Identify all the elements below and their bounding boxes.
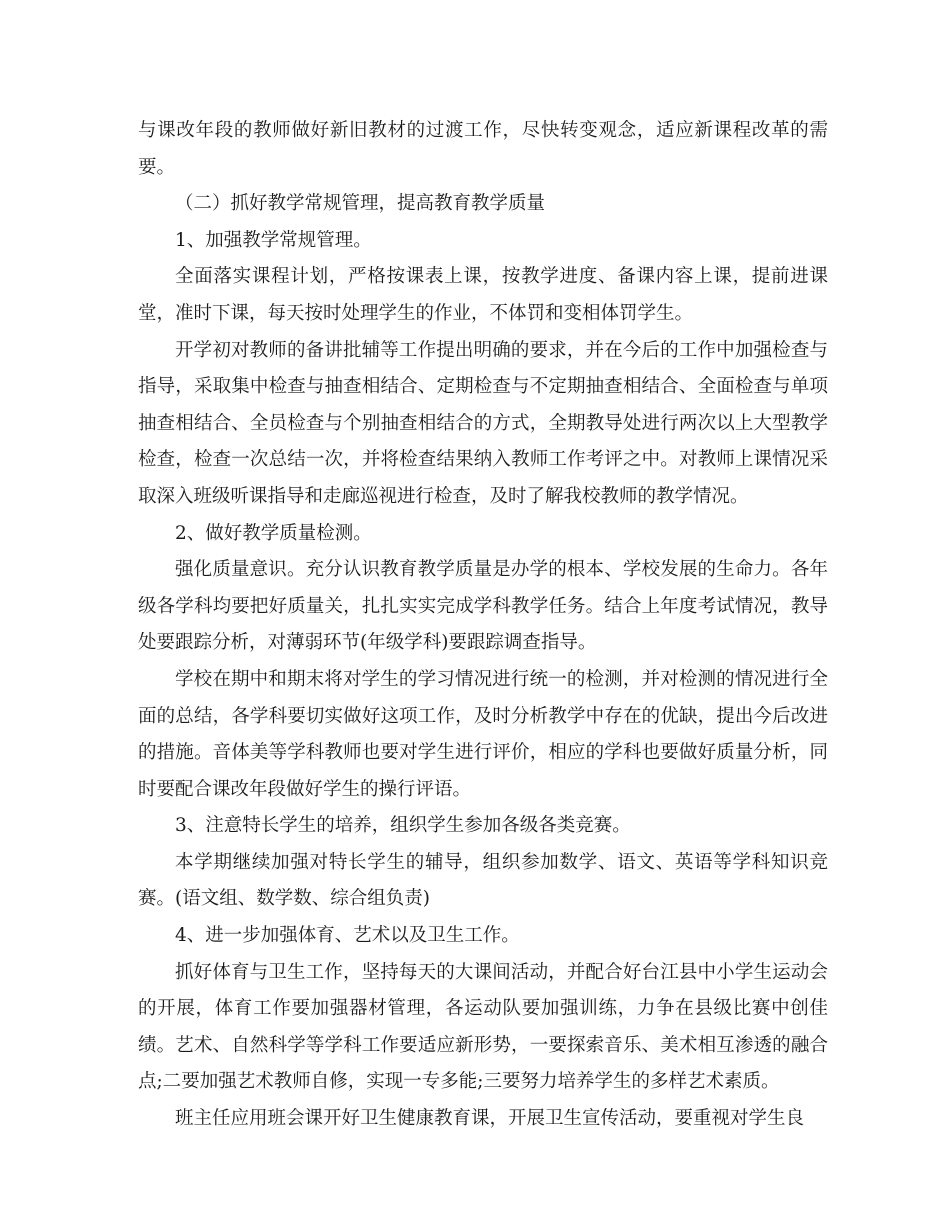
section-heading-2: （二）抓好教学常规管理，提高教育教学质量 (175, 193, 546, 215)
paragraph: 抓好体育与卫生工作，坚持每天的大课间活动，并配合好台江县中小学生运动会的开展，体育工作要加强器材管理，各运动队要加强训练，力争在县级比赛中创佳绩。艺术、自然科学等学科工作要适应新形势，一要探索音乐、美术相互渗透的融合点;二要加强艺术教师自修，实现一专多能;三要努力培养学生的多样艺术素质。 (138, 961, 828, 1093)
subheading-1: 1、加强教学常规管理。 (175, 229, 372, 251)
paragraph: 开学初对教师的备讲批辅等工作提出明确的要求，并在今后的工作中加强检查与指导，采取集中检查与抽查相结合、定期检查与不定期抽查相结合、全面检查与单项抽查相结合、全员检查与个别抽查相结合的方式，全期教导处进行两次以上大型教学检查，检查一次总结一次，并将检查结果纳入教师工作考评之中。对教师上课情况采取深入班级听课指导和走廊巡视进行检查，及时了解我校教师的教学情况。 (138, 339, 828, 507)
subheading-2: 2、做好教学质量检测。 (175, 522, 372, 544)
document-body (138, 113, 828, 1138)
paragraph: 强化质量意识。充分认识教育教学质量是办学的根本、学校发展的生命力。各年级各学科均要把好质量关，扎扎实实完成学科教学任务。结合上年度考试情况，教导处要跟踪分析，对薄弱环节(年级学科)要跟踪调查指导。 (138, 559, 828, 654)
paragraph: 学校在期中和期末将对学生的学习情况进行统一的检测，并对检测的情况进行全面的总结，各学科要切实做好这项工作，及时分析教学中存在的优缺，提出今后改进的措施。音体美等学科教师也要对学生进行评价，相应的学科也要做好质量分析，同时要配合课改年段做好学生的操行评语。 (138, 668, 828, 800)
paragraph: 全面落实课程计划，严格按课表上课，按教学进度、备课内容上课，提前进课堂，准时下课，每天按时处理学生的作业，不体罚和变相体罚学生。 (138, 266, 828, 324)
paragraph-truncated: 班主任应用班会课开好卫生健康教育课，开展卫生宣传活动，要重视对学生良 (175, 1108, 805, 1130)
subheading-3: 3、注意特长学生的培养，组织学生参加各级各类竞赛。 (175, 815, 631, 837)
paragraph-continuation: 与课改年段的教师做好新旧教材的过渡工作，尽快转变观念，适应新课程改革的需要。 (138, 120, 828, 178)
paragraph: 本学期继续加强对特长学生的辅导，组织参加数学、语文、英语等学科知识竞赛。(语文组、数学数、综合组负责) (138, 851, 828, 910)
subheading-4: 4、进一步加强体育、艺术以及卫生工作。 (175, 925, 520, 947)
